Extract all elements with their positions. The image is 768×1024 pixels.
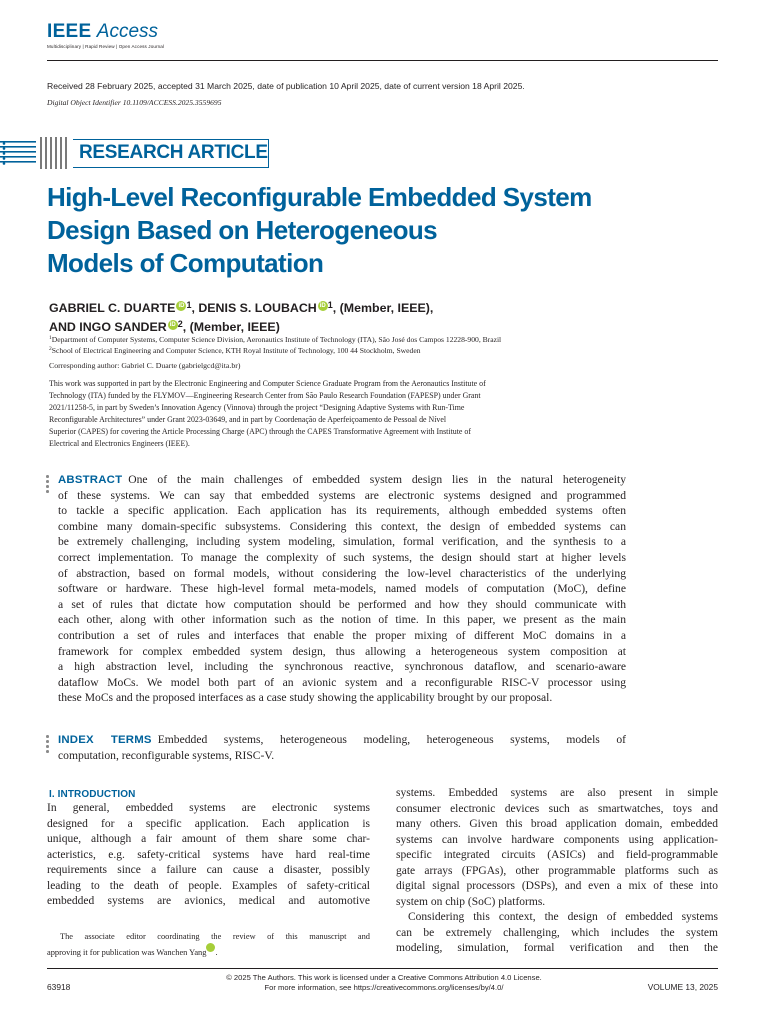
orcid-icon[interactable]: iD (169, 322, 176, 328)
funding-line: 2021/11258-5, in part by Sweden’s Innovation Agency (Vinnova) through the project “Designing Adaptive Systems with Run-Time (49, 402, 465, 412)
abstract-label: ABSTRACT (58, 474, 123, 486)
journal-logo (47, 22, 164, 49)
affiliation-text: School of Electrical Engineering and Computer Science, KTH Royal Institute of Technology, 100 44 Stockholm, Sweden (51, 345, 421, 355)
journal-name (47, 22, 164, 42)
affiliation (49, 335, 501, 346)
abstract-line: correct implementation. To manage the complexity of such systems, the design should start at higher levels (58, 550, 626, 564)
section-heading: I. INTRODUCTION (49, 789, 136, 800)
abstract-line: a set of rules that dictate how computation should be performed and how they should communicate with (58, 597, 626, 611)
body-line: In general, embedded systems are electronic systems (47, 802, 370, 814)
author-line (49, 299, 433, 318)
body-line: systems. Embedded systems are also present in simple (396, 787, 718, 799)
body-line: acteristics, e.g. safety-critical systems have hard real-time (47, 848, 370, 861)
title-line: Models of Computation (47, 248, 324, 278)
author-list (49, 299, 433, 337)
author-separator: , (191, 301, 199, 315)
abstract-line: of these systems. We can say that embedded systems are electronic systems designed and programmed (58, 488, 626, 502)
orcid-icon[interactable]: iD (319, 303, 326, 309)
body-line: specific integrated circuits (ASICs) and field-programmable (396, 849, 718, 861)
body-line: designed for a specific application. Each application is (47, 817, 370, 830)
abstract-line: of abstraction, based on formal models, without considering the low-level characteristics of the underlying (58, 566, 626, 580)
body-line: Considering this context, the design of embedded systems (408, 911, 718, 923)
header-divider (47, 60, 718, 61)
index-terms-label: INDEX TERMS (58, 734, 152, 746)
editor-footnote (47, 930, 370, 956)
funding-statement (49, 378, 486, 449)
body-column-left (47, 801, 370, 910)
band-bars-graphic (40, 137, 67, 169)
affiliation-mark: 2 (49, 345, 52, 352)
title-line: Design Based on Heterogeneous (47, 215, 438, 245)
body-line: systems can involve hardware components using application- (396, 833, 718, 846)
funding-line: This work was supported in part by the Electronic Engineering and Computer Science Graduate Program from the Aeronautics Institute of (49, 379, 486, 388)
affiliation-text: Department of Computer Systems, Computer Science Division, Aeronautics Institute of Technology (ITA), São José dos Campos 12228-900, Brazil (51, 335, 502, 344)
author-affil-mark: 1 (327, 300, 333, 310)
body-line: requirements since a failure can cause a disaster, possibly (47, 864, 370, 876)
abstract (58, 472, 626, 706)
publication-dates: Received 28 February 2025, accepted 31 March 2025, date of publication 10 April 2025, date of current version 18 April 2025. (47, 81, 525, 91)
journal-name-bold: IEEE (47, 21, 92, 42)
corresponding-author: Corresponding author: Gabriel C. Duarte (gabrielgcd@ita.br) (49, 361, 241, 370)
index-terms-line: computation, reconfigurable systems, RISC-V. (58, 748, 275, 762)
paper-title (47, 181, 687, 280)
author-name: GABRIEL C. DUARTE (49, 301, 176, 315)
body-line: unique, although a fair amount of them share some char- (47, 833, 370, 845)
abstract-line: be extremely challenging, including system modeling, simulation, formal verification, and the synthesis to a (58, 535, 626, 549)
abstract-line: dataflow MoCs. We model both part of an avionic system and a reconfigurable RISC-V processor using (58, 675, 626, 689)
funding-line: Technology (ITA) funded by the FLYMOV—Engineering Research Center from São Paulo Research Foundation (FAPESP) under Grant (49, 390, 481, 400)
page-number: 63918 (47, 982, 71, 992)
author-name: AND INGO SANDER (49, 320, 167, 334)
body-line: consumer electronic devices such as smartwatches, toys and (396, 802, 718, 815)
article-type-label: RESEARCH ARTICLE (79, 142, 268, 163)
body-line: digital signal processors (DSPs), and even a mix of these into (396, 880, 718, 892)
body-line: embedded systems are avionics, medical and automotive (47, 895, 370, 907)
author-membership: , (Member, IEEE), (332, 301, 434, 315)
body-line: modeling, simulation, formal verification and then the (396, 942, 718, 954)
abstract-line: these MoCs and the proposed interfaces as a case study showing the applicability brought by our proposal. (58, 691, 553, 705)
abstract-marker-icon (46, 475, 50, 493)
body-line: gate arrays (FPGAs), other programmable platforms such as (396, 864, 718, 877)
index-terms-marker-icon (46, 735, 50, 753)
body-line: system on chip (SoC) platforms. (396, 895, 546, 908)
abstract-line: a high abstraction level, including the synchronous reactive, synchronous dataflow, and scenario-aware (58, 660, 626, 674)
license-link[interactable]: For more information, see https://creativecommons.org/licenses/by/4.0/ (264, 983, 504, 992)
affiliation-mark: 1 (49, 335, 52, 341)
footnote-end: . (215, 948, 218, 957)
body-line: can be extremely challenging, which includes the system (396, 926, 718, 939)
footnote-line (47, 943, 370, 956)
body-column-right (396, 786, 718, 957)
abstract-line: each other, along with other information such as the notion of time. In this paper, we present as the main (58, 613, 626, 627)
volume-info: VOLUME 13, 2025 (647, 982, 718, 992)
abstract-line: contribution a set of rules and interfaces that enable the proper mixing of different MoC domains in a (58, 628, 626, 642)
author-name: DENIS S. LOUBACH (198, 301, 317, 315)
abstract-line (58, 472, 626, 488)
band-lines-graphic (0, 140, 36, 166)
title-line: High-Level Reconfigurable Embedded System (47, 182, 592, 212)
footnote-text: approving it for publication was Wanchen Yang (47, 948, 207, 957)
footnote-line: The associate editor coordinating the review of this manuscript and (60, 932, 370, 941)
author-affil-mark: 1 (186, 300, 192, 310)
abstract-line: software or hardware. These high-level formal meta-models, named models of computation (MoC), define (58, 582, 626, 596)
affiliations (49, 335, 501, 356)
funding-line: Reconfigurable Architectures” under Grant 2023-03649, and in part by Coordenação de Aperfeiçoamento de Pessoal de Nível (49, 414, 447, 424)
journal-name-italic: Access (96, 21, 159, 42)
funding-line: Superior (CAPES) for covering the Article Processing Charge (APC) through the CAPES Transformative Agreement with Institute of (49, 426, 471, 436)
author-membership: , (Member, IEEE) (182, 320, 280, 334)
index-terms-line (58, 732, 626, 748)
index-terms-first-line: Embedded systems, heterogeneous modeling, heterogeneous systems, models of (157, 733, 627, 746)
body-line: many others. Given this broad application domain, embedded (396, 818, 718, 830)
author-affil-mark: 2 (177, 319, 183, 329)
abstract-first-line: One of the main challenges of embedded system design lies in the natural heterogeneity (128, 473, 626, 486)
footer-divider (47, 968, 718, 969)
index-terms (58, 732, 626, 763)
license-line: © 2025 The Authors. This work is licensed under a Creative Commons Attribution 4.0 License. (226, 973, 542, 982)
journal-tagline: Multidisciplinary | Rapid Review | Open Access Journal (47, 44, 165, 49)
body-line: leading to the death of people. Examples of safety-critical (47, 879, 370, 892)
affiliation (49, 346, 501, 357)
doi-line: Digital Object Identifier 10.1109/ACCESS.2025.3559695 (47, 98, 222, 107)
article-type-band (0, 134, 272, 174)
funding-line: Electrical and Electronics Engineers (IEEE). (49, 438, 190, 448)
orcid-icon[interactable]: iD (178, 303, 185, 309)
abstract-line: framework for complex embedded system design, thus allowing a heterogeneous system composition at (58, 644, 626, 658)
abstract-line: combine many domain-specific subsystems. Considering this context, the design of embedded systems can (58, 519, 626, 533)
abstract-line: to tackle a specific application. Each application has its requirements, although embedded systems often (58, 504, 626, 518)
